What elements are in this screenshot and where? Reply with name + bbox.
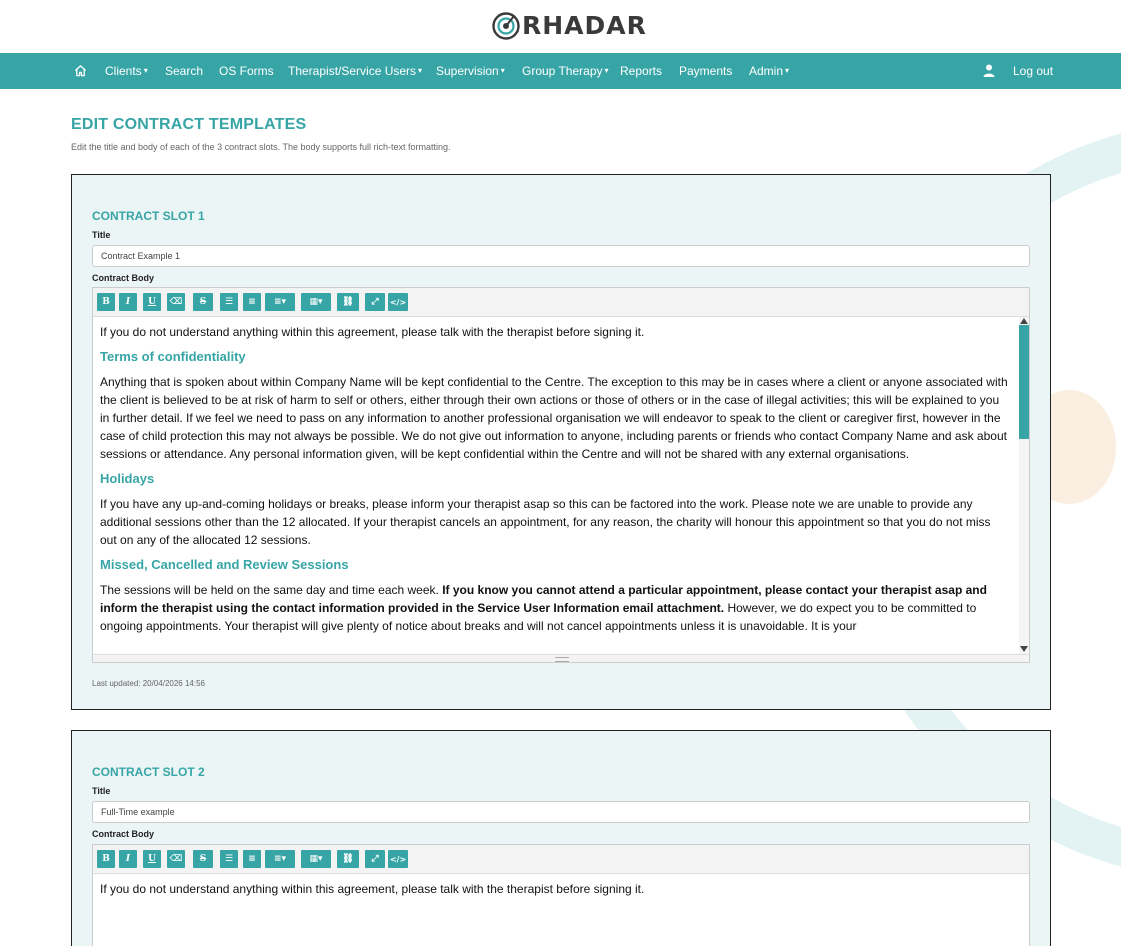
strikethrough-button[interactable]: S — [193, 293, 213, 311]
contract-slot-1 — [71, 174, 1051, 710]
underline-button[interactable]: U — [143, 293, 161, 311]
eraser-icon[interactable]: ⌫ — [167, 850, 185, 868]
contract-intro: If you do not understand anything within this agreement, please talk with the therapist before signing it. — [100, 325, 645, 339]
chevron-down-icon: ▾ — [143, 66, 148, 75]
contract-slot-2 — [71, 730, 1051, 946]
title-label: Title — [92, 230, 111, 240]
link-icon[interactable]: ⛓ — [337, 850, 359, 868]
bold-button[interactable]: B — [97, 850, 115, 868]
slot-heading: CONTRACT SLOT 2 — [92, 765, 205, 779]
section-text: If you have any up-and-coming holidays or breaks, please inform your therapist asap so this can be factored into the work. Please note we are unable to provide any additional sessions other than the 12 allocated. If your therapist cancels an appointment, for any reason, the charity will honour this appointment so that you do not miss out on any of the allocated 12 sessions. — [100, 497, 991, 547]
ordered-list-icon[interactable]: ≡ — [243, 293, 261, 311]
nav-supervision[interactable]: Supervision ▾ — [436, 64, 505, 78]
brand-logo[interactable] — [492, 11, 647, 40]
align-dropdown-icon[interactable]: ≡▾ — [265, 293, 295, 311]
link-icon[interactable]: ⛓ — [337, 293, 359, 311]
section-heading: Terms of confidentiality — [100, 349, 246, 364]
scroll-up-icon[interactable] — [1020, 318, 1028, 324]
code-view-icon[interactable]: </> — [388, 850, 408, 868]
italic-button[interactable]: I — [119, 850, 137, 868]
unordered-list-icon[interactable]: ☰ — [220, 293, 238, 311]
section-heading: Holidays — [100, 471, 155, 486]
body-label: Contract Body — [92, 273, 155, 283]
italic-button[interactable]: I — [119, 293, 137, 311]
bold-button[interactable]: B — [97, 293, 115, 311]
table-dropdown-icon[interactable]: ▦▾ — [301, 293, 331, 311]
title-input[interactable] — [92, 245, 1030, 267]
nav-reports[interactable]: Reports — [620, 64, 663, 78]
eraser-icon[interactable]: ⌫ — [167, 293, 185, 311]
body-label: Contract Body — [92, 829, 155, 839]
editor-scrollbar[interactable] — [1019, 317, 1029, 654]
underline-button[interactable]: U — [143, 850, 161, 868]
rich-text-editor — [92, 287, 1030, 663]
chevron-down-icon: ▾ — [604, 66, 609, 75]
nav-clients[interactable]: Clients ▾ — [105, 64, 148, 78]
radar-logo-icon — [492, 12, 520, 40]
rich-text-editor — [92, 844, 1030, 946]
resize-handle[interactable] — [93, 654, 1029, 662]
slot-heading: CONTRACT SLOT 1 — [92, 209, 205, 223]
page-subtitle: Edit the title and body of each of the 3 contract slots. The body supports full rich-text formatting. — [71, 142, 451, 152]
editor-content[interactable] — [93, 874, 1029, 946]
table-dropdown-icon[interactable]: ▦▾ — [301, 850, 331, 868]
brand-name: RHADAR — [522, 11, 647, 40]
nav-admin[interactable]: Admin ▾ — [749, 64, 790, 78]
section-text: Anything that is spoken about within Company Name will be kept confidential to the Centre. The exception to this may be in cases where a client or anyone associated with the client is believed to be at risk of harm to self or others, either through their own actions or those of others or in the case of illegal activities; this will be explained to you in further detail. If we feel we need to pass on any information to another professional organisation we will endeavor to speak to the client or caregiver first, however in the case of child protection this may not always be possible. We do not give out information to anyone, including parents or friends who contact Company Name and ask about sessions or attendance. Any personal information given, will be kept confidential within the Centre and will not be shared with any external organisations. — [100, 375, 1008, 461]
align-dropdown-icon[interactable]: ≡▾ — [265, 850, 295, 868]
strikethrough-button[interactable]: S — [193, 850, 213, 868]
nav-payments[interactable]: Payments — [679, 64, 733, 78]
fullscreen-icon[interactable]: ⤢ — [365, 293, 385, 311]
chevron-down-icon: ▾ — [418, 66, 423, 75]
fullscreen-icon[interactable]: ⤢ — [365, 850, 385, 868]
scroll-down-icon[interactable] — [1020, 646, 1028, 652]
main-nav — [0, 53, 1121, 89]
unordered-list-icon[interactable]: ☰ — [220, 850, 238, 868]
section-heading: Missed, Cancelled and Review Sessions — [100, 557, 349, 572]
home-icon[interactable] — [74, 64, 87, 77]
editor-toolbar — [93, 288, 1029, 317]
user-icon[interactable] — [983, 64, 995, 77]
contract-intro: If you do not understand anything within this agreement, please talk with the therapist before signing it. — [100, 882, 645, 896]
chevron-down-icon: ▾ — [785, 66, 790, 75]
chevron-down-icon: ▾ — [500, 66, 505, 75]
ordered-list-icon[interactable]: ≡ — [243, 850, 261, 868]
nav-os-forms[interactable]: OS Forms — [219, 64, 274, 78]
last-updated: Last updated: 20/04/2026 14:56 — [92, 679, 205, 688]
logout-link[interactable]: Log out — [1013, 64, 1054, 78]
logo-bar — [0, 0, 1121, 53]
nav-search[interactable]: Search — [165, 64, 204, 78]
editor-content[interactable] — [93, 317, 1029, 654]
scrollbar-thumb[interactable] — [1019, 325, 1029, 439]
editor-toolbar — [93, 845, 1029, 874]
title-label: Title — [92, 786, 111, 796]
page-title: EDIT CONTRACT TEMPLATES — [71, 116, 307, 133]
title-input[interactable] — [92, 801, 1030, 823]
nav-therapist-service-users[interactable]: Therapist/Service Users ▾ — [288, 64, 423, 78]
nav-group-therapy[interactable]: Group Therapy ▾ — [522, 64, 609, 78]
section-text: The sessions will be held on the same day and time each week. If you know you cannot attend a particular appointment, please contact your therapist asap and inform the therapist using the contact information provided in the Service User Information email attachment. However, we do expect you to be committed to ongoing appointments. Your therapist will give plenty of notice about breaks and will not cancel appointments unless it is unavoidable. It is your — [100, 583, 987, 633]
code-view-icon[interactable]: </> — [388, 293, 408, 311]
